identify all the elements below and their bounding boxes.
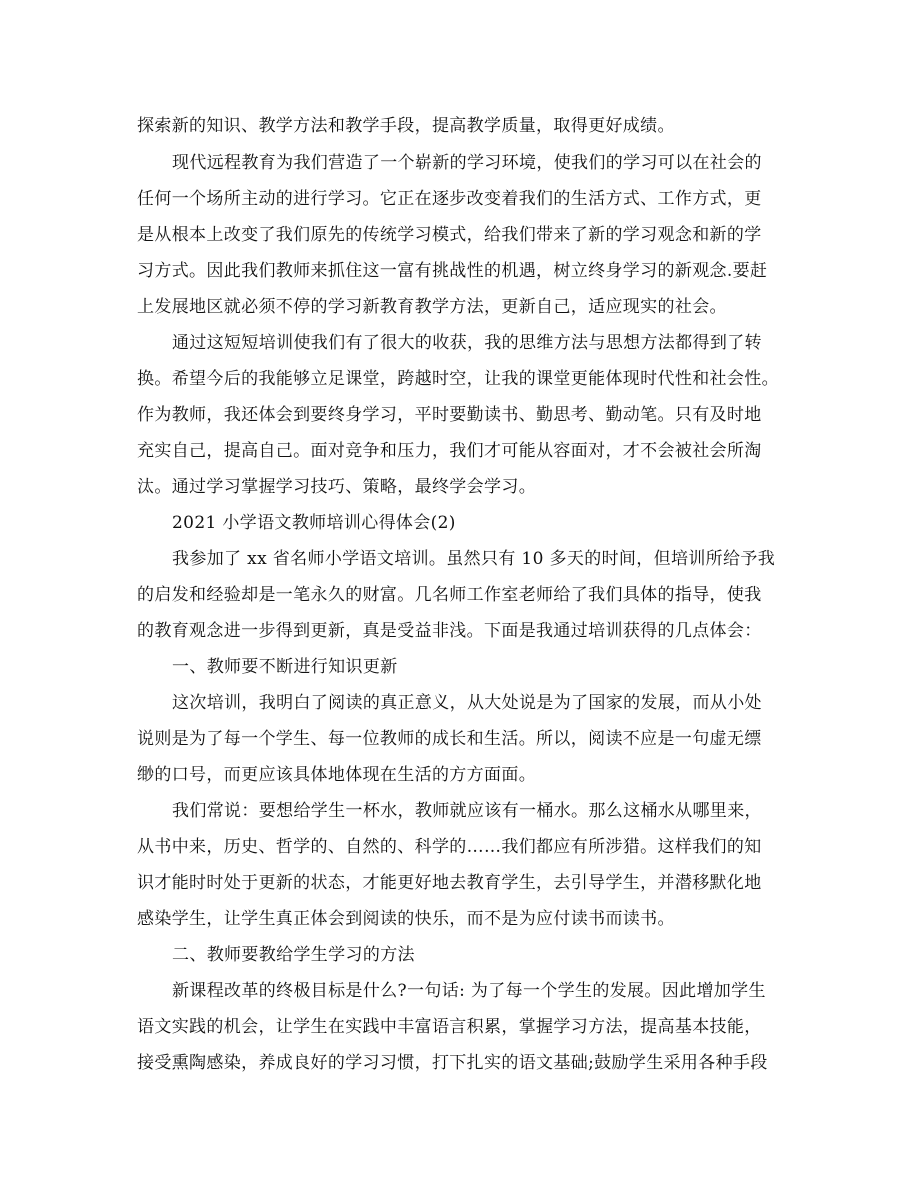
paragraph-line: 通过这短短培训使我们有了很大的收获，我的思维方法与思想方法都得到了转	[172, 333, 762, 353]
paragraph-line: 习方式。因此我们教师来抓住这一富有挑战性的机遇，树立终身学习的新观念.要赶	[137, 261, 768, 281]
paragraph-line: 接受熏陶感染，养成良好的学习习惯，打下扎实的语文基础;鼓励学生采用各种手段	[137, 1053, 768, 1073]
section-heading: 一、教师要不断进行知识更新	[172, 657, 398, 677]
paragraph-line: 说则是为了每一个学生、每一位教师的成长和生活。所以，阅读不应是一句虚无缥	[137, 729, 762, 749]
paragraph-line: 识才能时时处于更新的状态，才能更好地去教育学生，去引导学生，并潜移默化地	[137, 873, 762, 893]
section-heading: 二、教师要教给学生学习的方法	[172, 945, 415, 965]
section-title: 2021 小学语文教师培训心得体会(2)	[172, 513, 456, 533]
paragraph-line: 充实自己，提高自己。面对竞争和压力，我们才可能从容面对，才不会被社会所淘	[137, 441, 762, 461]
paragraph-line: 从书中来，历史、哲学的、自然的、科学的……我们都应有所涉猎。这样我们的知	[137, 837, 762, 857]
paragraph-line: 这次培训，我明白了阅读的真正意义，从大处说是为了国家的发展，而从小处	[172, 693, 762, 713]
paragraph-line: 换。希望今后的我能够立足课堂，跨越时空，让我的课堂更能体现时代性和社会性。	[137, 369, 779, 389]
paragraph-line: 的启发和经验却是一笔永久的财富。几名师工作室老师给了我们具体的指导，使我	[137, 585, 762, 605]
paragraph-line: 是从根本上改变了我们原先的传统学习模式，给我们带来了新的学习观念和新的学	[137, 225, 762, 245]
paragraph-line: 我们常说：要想给学生一杯水，教师就应该有一桶水。那么这桶水从哪里来，	[172, 801, 762, 821]
paragraph-line: 语文实践的机会，让学生在实践中丰富语言积累，掌握学习方法，提高基本技能，	[137, 1017, 762, 1037]
paragraph-line: 汰。通过学习掌握学习技巧、策略，最终学会学习。	[137, 477, 537, 497]
paragraph-line: 感染学生，让学生真正体会到阅读的快乐，而不是为应付读书而读书。	[137, 909, 675, 929]
paragraph-line: 缈的口号，而更应该具体地体现在生活的方方面面。	[137, 765, 537, 785]
paragraph-line: 任何一个场所主动的进行学习。它正在逐步改变着我们的生活方式、工作方式，更	[137, 189, 762, 209]
paragraph-line: 现代远程教育为我们营造了一个崭新的学习环境，使我们的学习可以在社会的	[172, 153, 762, 173]
paragraph-line: 探索新的知识、教学方法和教学手段，提高教学质量，取得更好成绩。	[137, 116, 675, 136]
paragraph-line: 上发展地区就必须不停的学习新教育教学方法，更新自己，适应现实的社会。	[137, 297, 727, 317]
paragraph-line: 新课程改革的终极目标是什么?一句话: 为了每一个学生的发展。因此增加学生	[172, 981, 766, 1001]
paragraph-line: 作为教师，我还体会到要终身学习，平时要勤读书、勤思考、勤动笔。只有及时地	[137, 405, 762, 425]
paragraph-line: 的教育观念进一步得到更新，真是受益非浅。下面是我通过培训获得的几点体会：	[137, 621, 762, 641]
paragraph-line: 我参加了 xx 省名师小学语文培训。虽然只有 10 多天的时间，但培训所给予我	[172, 549, 776, 569]
